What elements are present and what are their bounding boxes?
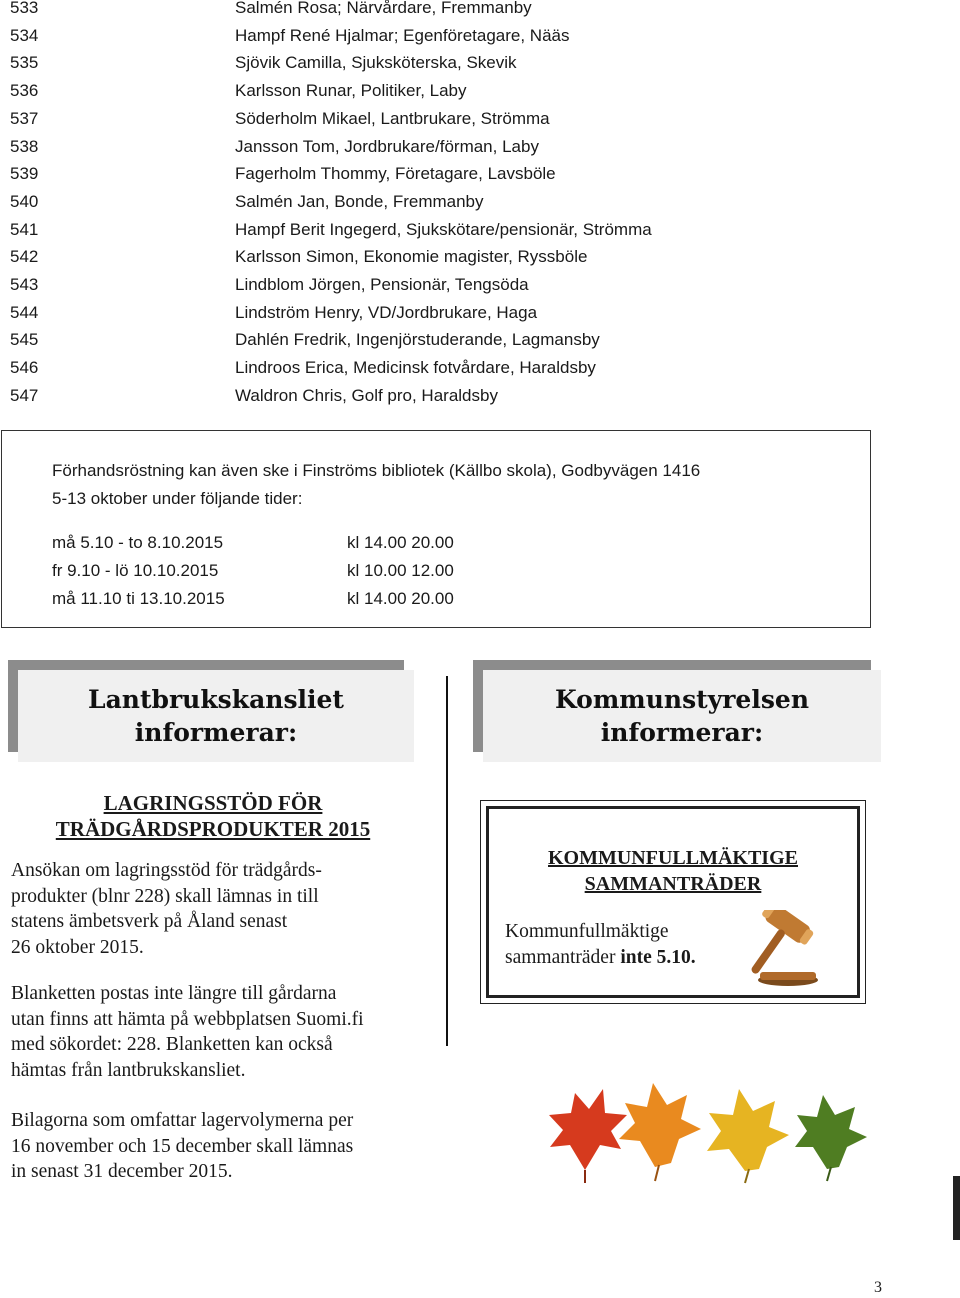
candidate-row	[0, 327, 960, 353]
candidate-row	[0, 134, 960, 160]
candidate-number: 540	[10, 191, 39, 211]
candidate-number: 541	[10, 219, 39, 239]
candidate-number: 535	[10, 53, 39, 73]
column-divider	[446, 676, 448, 1046]
candidate-row	[0, 383, 960, 409]
candidate-number: 537	[10, 108, 39, 128]
gavel-icon	[740, 910, 830, 990]
kommun-banner-title: Kommunstyrelsen informerar:	[555, 685, 809, 747]
schedule-time: kl 14.00 20.00	[347, 533, 454, 552]
lagringsstod-heading: LAGRINGSSTÖD FÖR TRÄDGÅRDSPRODUKTER 2015	[55, 791, 371, 841]
autumn-leaves-icon	[545, 1075, 875, 1185]
candidate-number: 547	[10, 385, 39, 405]
banner-panel	[18, 670, 414, 762]
candidate-row	[0, 50, 960, 76]
candidate-number: 536	[10, 81, 39, 101]
candidate-number: 542	[10, 247, 39, 267]
advance-voting-box	[1, 430, 871, 628]
lagringsstod-paragraph-2: Blanketten postas inte längre till gårdarna utan finns att hämta på webbplatsen Suomi.fi med sökordet: 228. Blanketten kan också hämtas från lantbrukskansliet.	[11, 983, 364, 1081]
candidate-number: 534	[10, 25, 39, 45]
candidate-name: Hampf Berit Ingegerd, Sjukskötare/pensionär, Strömma	[235, 219, 652, 239]
candidate-number: 538	[10, 136, 39, 156]
candidate-row	[0, 300, 960, 326]
candidate-row	[0, 23, 960, 49]
candidate-name: Sjövik Camilla, Sjuksköterska, Skevik	[235, 53, 517, 73]
kommunfullmaktige-text: Kommunfullmäktige sammanträder inte 5.10.	[505, 921, 696, 968]
candidate-name: Karlsson Runar, Politiker, Laby	[235, 81, 467, 101]
candidate-number: 545	[10, 330, 39, 350]
candidate-name: Lindström Henry, VD/Jordbrukare, Haga	[235, 302, 538, 322]
advance-voting-intro	[52, 457, 700, 513]
advance-voting-line1: Förhandsröstning kan även ske i Finströms bibliotek (Källbo skola), Godbyvägen 1416	[52, 461, 701, 480]
candidate-number: 544	[10, 302, 39, 322]
candidate-row	[0, 272, 960, 298]
candidate-name: Salmén Rosa; Närvårdare, Fremmanby	[235, 0, 532, 17]
candidate-row	[0, 217, 960, 243]
candidate-row	[0, 106, 960, 132]
schedule-days: fr 9.10 - lö 10.10.2015	[52, 561, 219, 580]
candidate-number: 543	[10, 275, 39, 294]
advance-voting-line2: 5-13 oktober under följande tider:	[52, 489, 303, 508]
candidate-name: Karlsson Simon, Ekonomie magister, Ryssböle	[235, 247, 588, 267]
kommunfullmaktige-heading: KOMMUNFULLMÄKTIGE SAMMANTRÄDER	[548, 847, 798, 895]
page-edge-bar	[953, 1176, 960, 1240]
candidate-name: Jansson Tom, Jordbrukare/förman, Laby	[235, 136, 539, 156]
lagringsstod-paragraph-1: Ansökan om lagringsstöd för trädgårds- produkter (blnr 228) skall lämnas in till statens ämbetsverk på Åland senast 26 oktober 2015.	[11, 860, 322, 958]
candidate-row	[0, 161, 960, 187]
candidate-name: Waldron Chris, Golf pro, Haraldsby	[235, 385, 498, 405]
banner-panel	[483, 670, 881, 762]
schedule-time: kl 10.00 12.00	[347, 561, 454, 580]
schedule-days: må 5.10 - to 8.10.2015	[52, 533, 224, 552]
candidate-name: Fagerholm Thommy, Företagare, Lavsböle	[235, 164, 556, 184]
lantbruk-banner-title: Lantbrukskansliet informerar:	[88, 685, 344, 747]
candidate-row	[0, 0, 960, 21]
candidate-number: 539	[10, 164, 39, 184]
candidate-name: Dahlén Fredrik, Ingenjörstuderande, Lagmansby	[235, 330, 600, 350]
candidate-row	[0, 189, 960, 215]
kommunfullmaktige-date: inte 5.10.	[620, 947, 696, 968]
candidate-name: Hampf René Hjalmar; Egenföretagare, Nääs	[235, 25, 570, 45]
candidate-row	[0, 244, 960, 270]
schedule-time: kl 14.00 20.00	[347, 589, 454, 608]
candidate-row	[0, 355, 960, 381]
candidate-number: 533	[10, 0, 39, 17]
schedule-days: må 11.10 ti 13.10.2015	[52, 589, 225, 608]
candidate-row	[0, 78, 960, 104]
candidate-name: Lindroos Erica, Medicinsk fotvårdare, Haraldsby	[235, 358, 596, 378]
candidate-name: Salmén Jan, Bonde, Fremmanby	[235, 191, 484, 211]
candidate-number: 546	[10, 358, 39, 378]
lagringsstod-paragraph-3: Bilagorna som omfattar lagervolymerna per 16 november och 15 december skall lämnas in senast 31 december 2015.	[11, 1110, 354, 1182]
candidate-name: Söderholm Mikael, Lantbrukare, Strömma	[235, 108, 550, 128]
page-number: 3	[874, 1279, 882, 1296]
candidate-name: Lindblom Jörgen, Pensionär, Tengsöda	[235, 275, 529, 294]
